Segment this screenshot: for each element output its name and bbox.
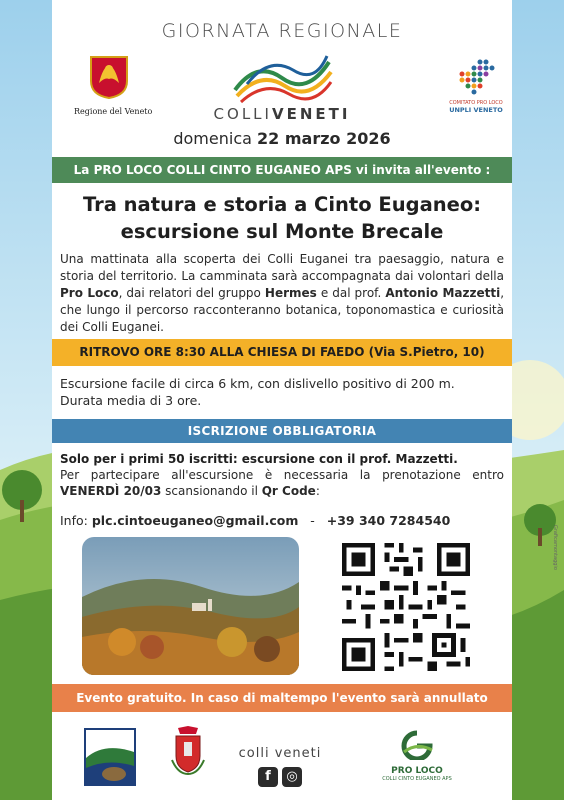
colli-veneti-logo-icon (227, 50, 337, 110)
registration-text-1: Per partecipare all'escursione è necessaria la prenotazione entro (60, 468, 504, 482)
instagram-icon[interactable]: ◎ (282, 767, 302, 787)
cinto-euganeo-crest-icon (170, 726, 206, 776)
social-label: colli veneti (238, 746, 322, 761)
registration-bar: ISCRIZIONE OBBLIGATORIA (52, 419, 512, 443)
event-title-line1: Tra natura e storia a Cinto Euganeo: (82, 193, 482, 216)
pro-loco-logo (372, 730, 462, 782)
regione-veneto-caption: Regione del Veneto (74, 107, 153, 116)
intro-bold-3: Antonio Mazzetti (385, 286, 501, 300)
registration-lead: Solo per i primi 50 iscritti: escursione con il prof. Mazzetti. (60, 452, 458, 466)
event-title-line2: escursione sul Monte Brecale (120, 220, 444, 243)
unpli-veneto-logo-icon (454, 58, 498, 96)
contact-info (60, 513, 504, 528)
info-label: Info: (60, 513, 92, 528)
meeting-point-bar: RITROVO ORE 8:30 ALLA CHIESA DI FAEDO (Via S.Pietro, 10) (52, 339, 512, 366)
regione-veneto-crest-icon (89, 55, 129, 99)
registration-text-2: scansionando il (161, 484, 262, 498)
intro-bold-2: Hermes (264, 286, 317, 300)
unpli-veneto-logo (444, 58, 508, 114)
intro-bold-1: Pro Loco (60, 286, 119, 300)
intro-paragraph (60, 251, 504, 336)
intro-text-1: Una mattinata alla scoperta dei Colli Euganei tra paesaggio, natura e storia del territorio. La camminata sarà accompagnata dai volontari della (60, 252, 504, 283)
registration-details (60, 467, 504, 499)
registration-qr-code[interactable] (337, 538, 475, 676)
landscape-photo (82, 537, 299, 675)
info-phone[interactable]: +39 340 7284540 (326, 513, 451, 528)
unpli-caption-top: COMITATO PRO LOCO (449, 100, 503, 106)
hike-description-line1: Escursione facile di circa 6 km, con dislivello positivo di 200 m. (60, 376, 455, 391)
date-value: 22 marzo 2026 (257, 129, 391, 148)
registration-qr-label: Qr Code (261, 484, 316, 498)
intro-text-2: , dai relatori del gruppo (118, 286, 265, 300)
hike-description (60, 375, 504, 409)
intro-text-4: , che lungo il percorso racconteranno botanica, toponomastica e curiosità dei Colli Euganei. (60, 286, 505, 334)
flyer-card (52, 0, 512, 800)
info-email[interactable]: plc.cintoeuganeo@gmail.com (91, 513, 299, 528)
invite-bar: La PRO LOCO COLLI CINTO EUGANEO APS vi invita all'evento : (52, 157, 512, 183)
colli-veneti-wordmark (52, 105, 512, 123)
facebook-icon[interactable]: f (258, 767, 278, 787)
intro-text-3: e dal prof. (316, 286, 386, 300)
pro-loco-logo-icon (398, 730, 436, 760)
brand-bold: VENETI (271, 105, 351, 123)
registration-text (60, 451, 504, 499)
registration-deadline: VENERDÌ 20/03 (60, 484, 162, 498)
qr-code-icon (337, 538, 475, 676)
free-event-bar: Evento gratuito. In caso di maltempo l'evento sarà annullato (52, 684, 512, 712)
event-title (52, 191, 512, 245)
social-links (230, 746, 330, 787)
colli-euganei-park-logo-icon (84, 728, 136, 786)
registration-text-3: : (315, 484, 320, 498)
date-prefix: domenica (173, 129, 258, 148)
event-series-title: GIORNATA REGIONALE (161, 20, 403, 42)
hike-description-line2: Durata media di 3 ore. (60, 393, 202, 408)
event-date (52, 129, 512, 148)
photo-credit: Graficamontaggio (552, 525, 558, 570)
unpli-caption-bottom: UNPLI VENETO (449, 106, 503, 114)
pro-loco-subtitle: COLLI CINTO EUGANEO APS (382, 776, 452, 782)
pro-loco-name: PRO LOCO (391, 766, 443, 776)
brand-light: COLLI (213, 105, 272, 123)
info-separator: - (298, 513, 327, 528)
